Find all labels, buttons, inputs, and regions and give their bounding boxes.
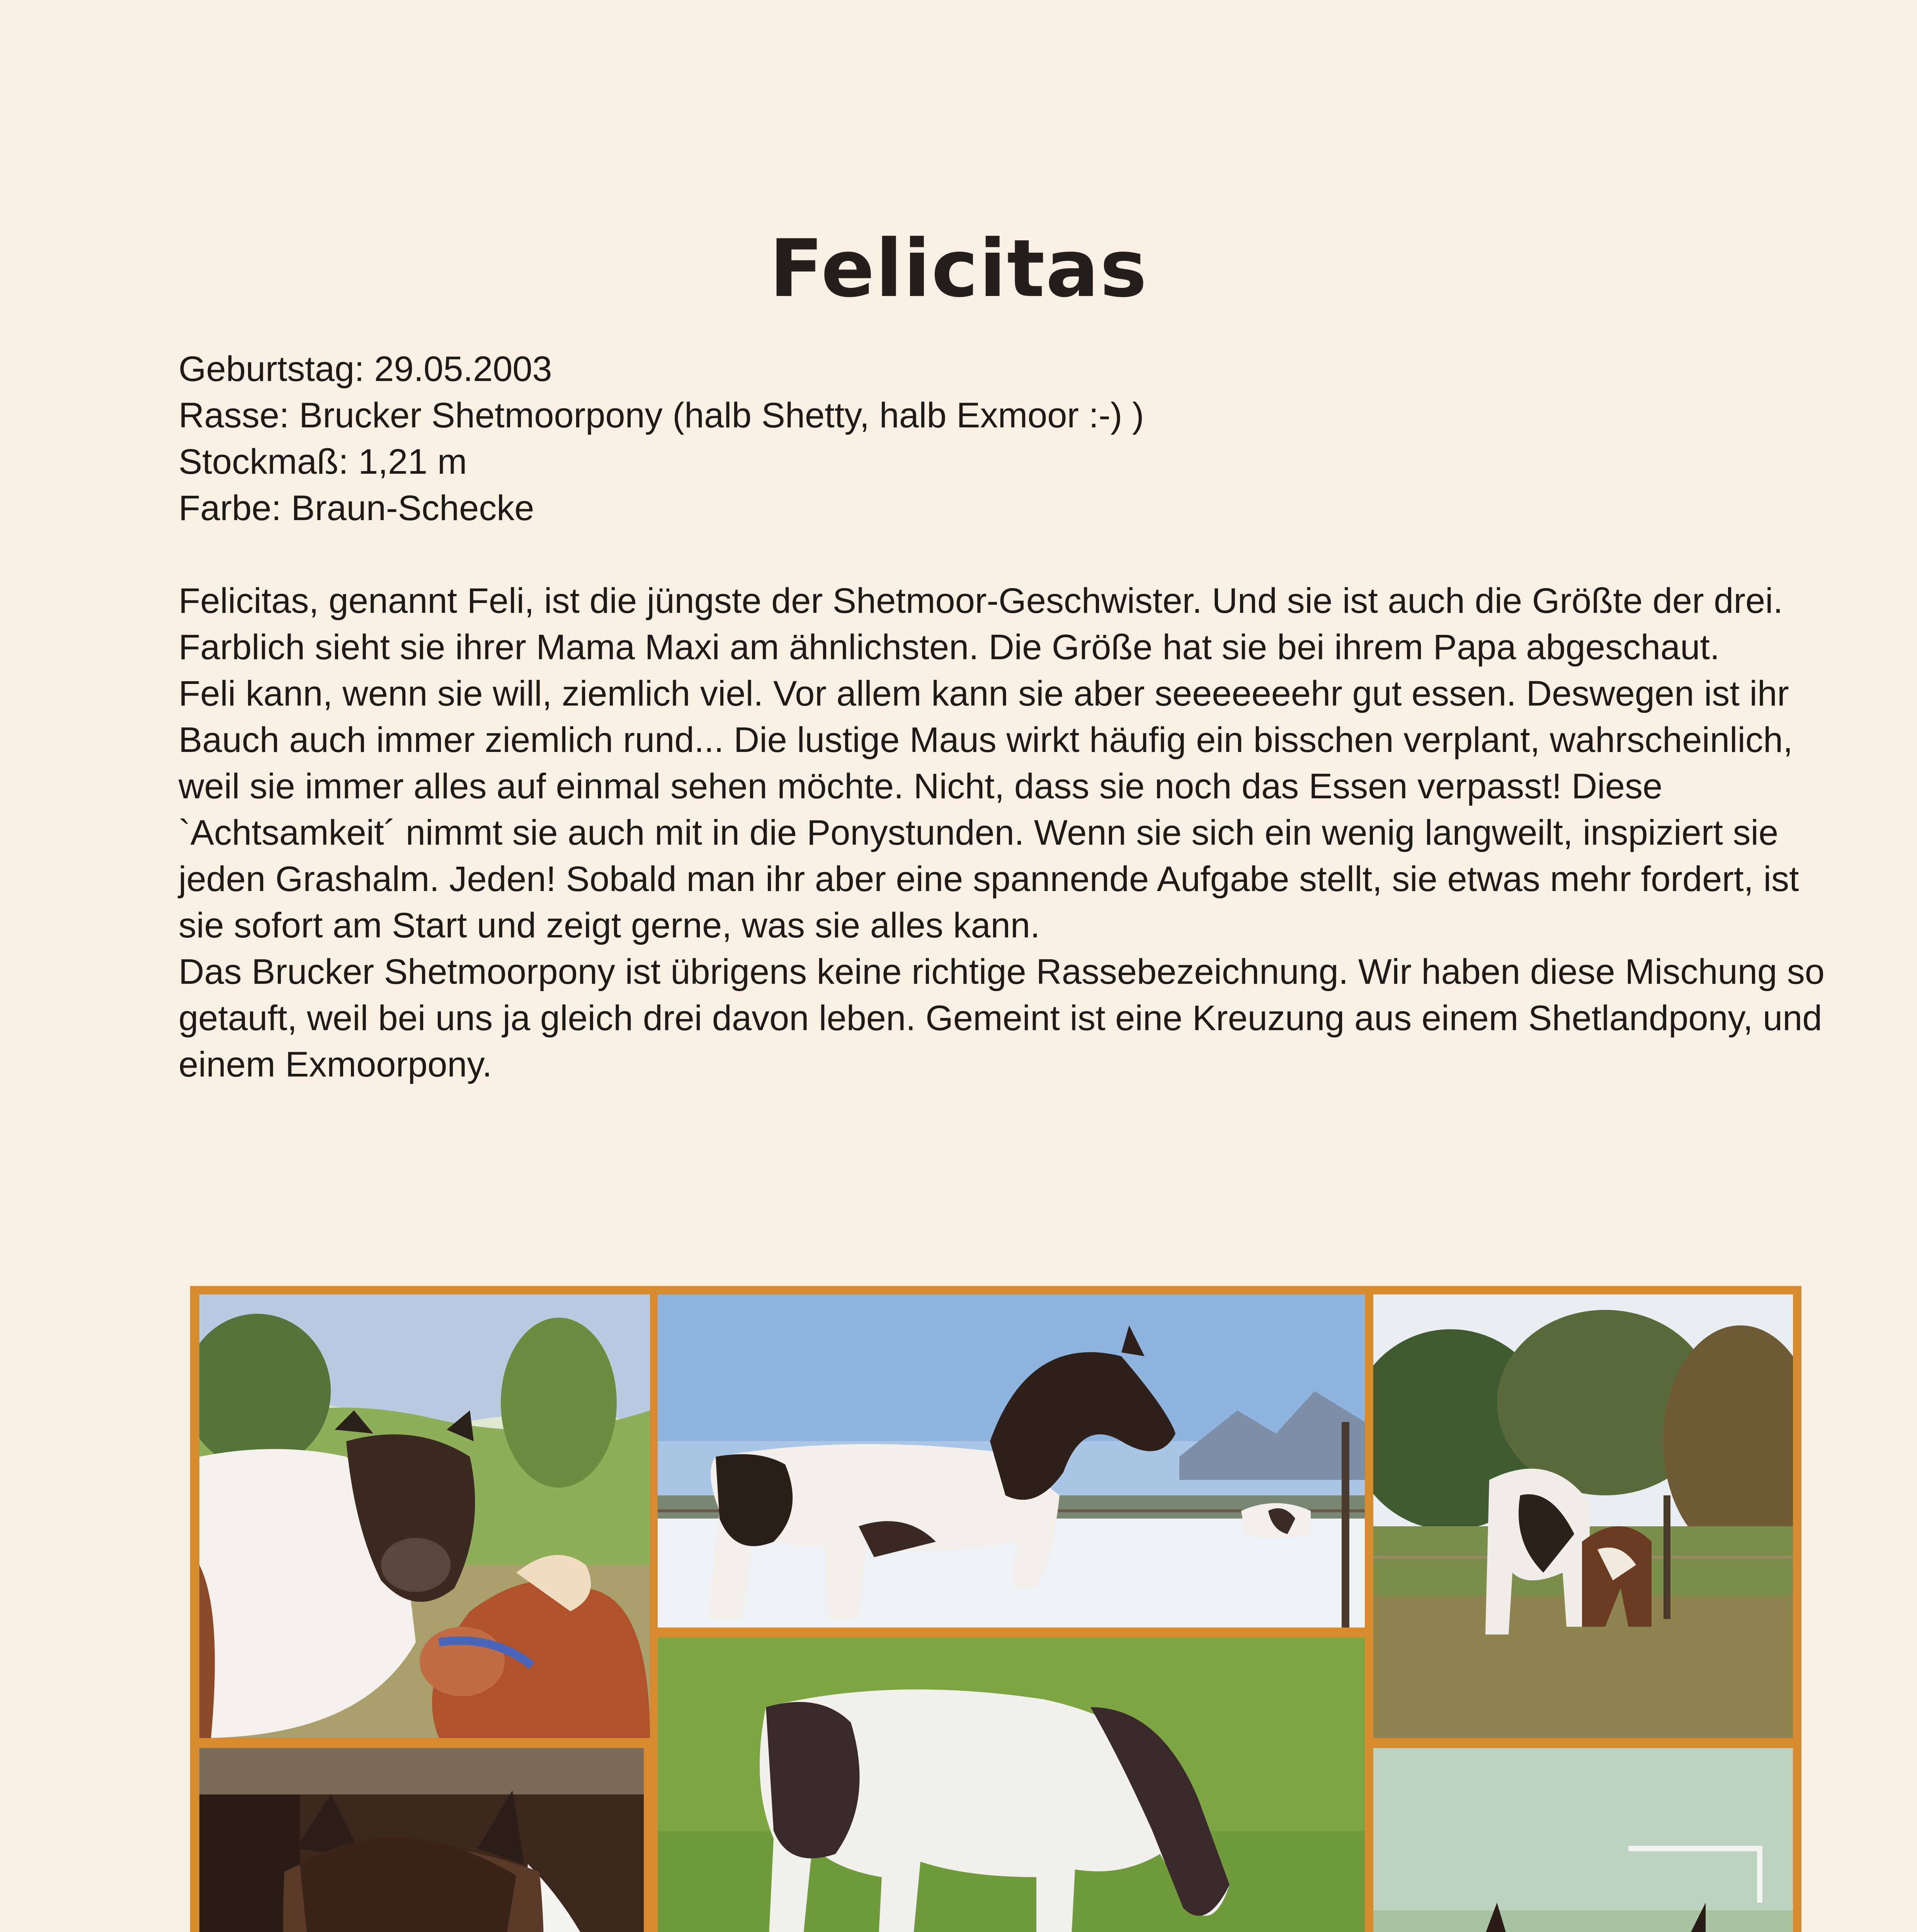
- photo-pony-grazing: [658, 1638, 1365, 1932]
- photo-pony-portrait-field: [1373, 1748, 1793, 1932]
- photo-collage: [190, 1286, 1801, 1932]
- fact-color: Farbe: Braun-Schecke: [179, 488, 534, 528]
- pony-description: [179, 578, 1825, 1088]
- fact-birthday: Geburtstag: 29.05.2003: [179, 349, 552, 389]
- description-paragraph: Feli kann, wenn sie will, ziemlich viel. Vor allem kann sie aber seeeeeeehr gut essen. Deswegen ist ihr Bauch auch immer ziemlich rund... Die lustige Maus wirkt häufig ein bisschen verplant, wahrscheinlich, weil sie immer alles auf einmal sehen möchte. Nicht, dass sie noch das Essen verpasst! Diese `Achtsamkeit´ nimmt sie auch mit in die Ponystunden. Wenn sie sich ein wenig langweilt, inspiziert sie jeden Grashalm. Jeden! Sobald man ihr aber eine spannende Aufgabe stellt, sie etwas mehr fordert, ist sie sofort am Start und zeigt gerne, was sie alles kann.: [179, 674, 1799, 945]
- description-paragraph: Das Brucker Shetmoorpony ist übrigens keine richtige Rassebezeichnung. Wir haben diese Mischung so getauft, weil bei uns ja gleich drei davon leben. Gemeint ist eine Kreuzung aus einem Shetlandpony, und einem Exmoorpony.: [179, 952, 1825, 1084]
- photo-two-ponies-paddock: [1373, 1294, 1793, 1738]
- fact-breed: Rasse: Brucker Shetmoorpony (halb Shetty, halb Exmoor :-) ): [179, 396, 1144, 435]
- page-title: Felicitas: [769, 223, 1148, 315]
- photo-pony-in-snow: [658, 1294, 1365, 1628]
- photo-portrait-forelock: [199, 1748, 644, 1932]
- fact-height: Stockmaß: 1,21 m: [179, 442, 467, 481]
- pony-facts: [179, 346, 1801, 531]
- description-paragraph: Felicitas, genannt Feli, ist die jüngste der Shetmoor-Geschwister. Und sie ist auch die Größte der drei. Farblich sieht sie ihrer Mama Maxi am ähnlichsten. Die Größe hat sie bei ihrem Papa abgeschaut.: [179, 581, 1783, 667]
- photo-two-ponies-closeup: [199, 1294, 650, 1738]
